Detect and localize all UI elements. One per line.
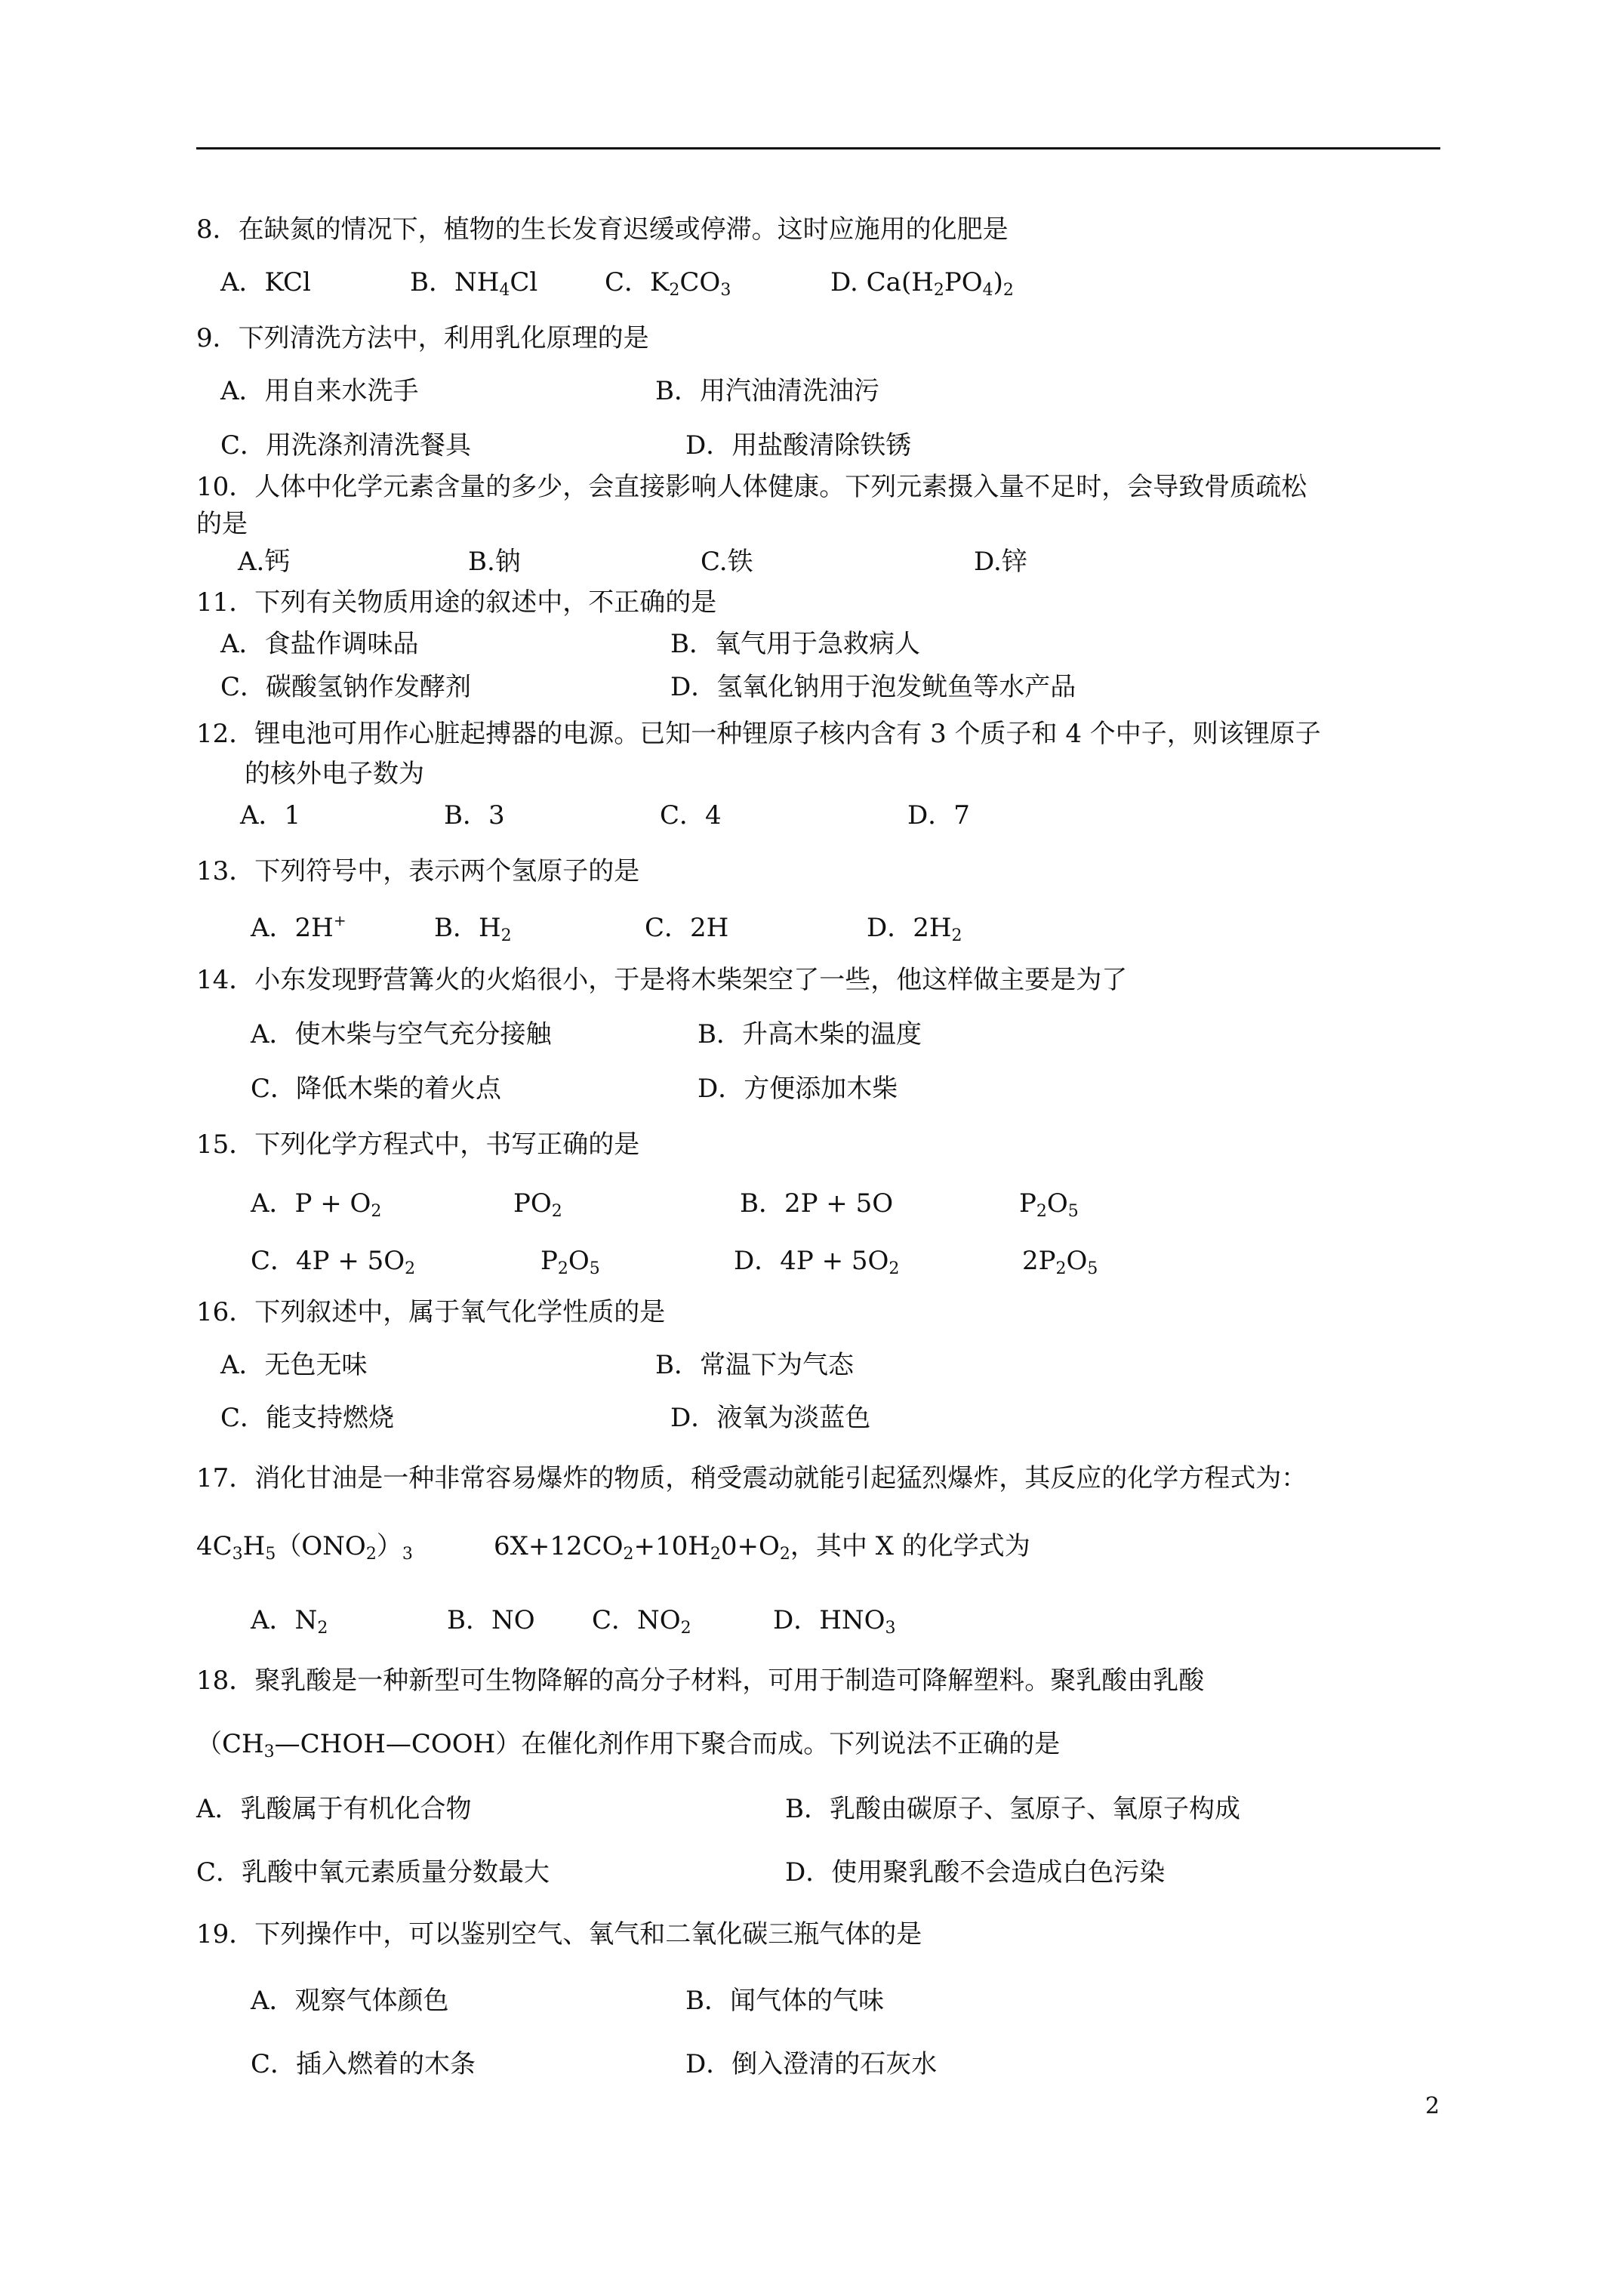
option-c: C．降低木柴的着火点 [251, 1074, 502, 1104]
option-c: C．用洗涤剂清洗餐具 [220, 430, 472, 461]
option-b: B．$H_2$ [434, 913, 512, 945]
option-b-products: $P_2O_5$ [1019, 1188, 1079, 1221]
option-d: D．$2H_2$ [867, 913, 962, 945]
question-stem: 11．下列有关物质用途的叙述中，不正确的是 [196, 587, 717, 618]
option-a-reactants: A．$P + O_2$ [251, 1188, 382, 1221]
question-stem: 19．下列操作中，可以鉴别空气、氧气和二氧化碳三瓶气体的是 [196, 1919, 922, 1949]
option-c-reactants: C．$4P + 5O_2$ [251, 1246, 416, 1278]
option-d: D．7 [907, 800, 970, 831]
option-b: B.钠 [468, 547, 521, 577]
equation-products: $6X+12CO_2+10H_20+O_2$，其中 X 的化学式为 [494, 1531, 1030, 1564]
option-d: D．液氧为淡蓝色 [670, 1403, 871, 1433]
question-stem-cont: $(CH_3—CHOH—COOH)$在催化剂作用下聚合而成。下列说法不正确的是 [196, 1729, 1061, 1761]
question-stem: 10．人体中化学元素含量的多少，会直接影响人体健康。下列元素摄入量不足时，会导致骨质疏松 [196, 472, 1307, 502]
option-a: A．食盐作调味品 [220, 629, 419, 659]
option-b-reactants: B．2P + 5O [740, 1188, 894, 1219]
option-c: C．乳酸中氧元素质量分数最大 [196, 1857, 550, 1888]
option-d-reactants: D．$4P + 5O_2$ [734, 1246, 900, 1278]
option-a: A．使木柴与空气充分接触 [251, 1019, 552, 1049]
option-b: B．闻气体的气味 [685, 1986, 884, 2016]
option-b: B．NO [447, 1605, 535, 1635]
option-d: D．倒入澄清的石灰水 [685, 2049, 938, 2079]
question-stem: 8．在缺氮的情况下，植物的生长发育迟缓或停滞。这时应施用的化肥是 [196, 214, 1009, 245]
option-c: C.铁 [701, 547, 753, 577]
option-b: B．$NH_4Cl$ [410, 267, 538, 300]
option-d: D．用盐酸清除铁锈 [685, 430, 912, 461]
equation-reactant: $4C_3H_5(ONO_2)_3$ [196, 1531, 413, 1564]
option-a: A．1 [240, 800, 301, 831]
option-a-products: $PO_2$ [513, 1188, 562, 1221]
option-a: A．2H+ [251, 911, 346, 943]
question-stem: 13．下列符号中，表示两个氢原子的是 [196, 856, 640, 886]
option-c-products: $P_2O_5$ [540, 1246, 600, 1278]
question-stem: 16．下列叙述中，属于氧气化学性质的是 [196, 1297, 666, 1327]
header-rule [196, 147, 1440, 149]
question-stem: 18．聚乳酸是一种新型可生物降解的高分子材料，可用于制造可降解塑料。聚乳酸由乳酸 [196, 1666, 1205, 1696]
option-c: C．$K_2CO_3$ [605, 267, 731, 300]
option-a: A．KCl [220, 267, 311, 297]
question-stem: 17．消化甘油是一种非常容易爆炸的物质，稍受震动就能引起猛烈爆炸，其反应的化学方程式为： [196, 1463, 1307, 1493]
option-b: B．乳酸由碳原子、氢原子、氧原子构成 [785, 1794, 1240, 1824]
question-stem: 12．锂电池可用作心脏起搏器的电源。已知一种锂原子核内含有 3 个质子和 4 个中子，则该锂原子 [196, 719, 1321, 749]
option-b: B．升高木柴的温度 [698, 1019, 922, 1049]
option-a: A．用自来水洗手 [220, 376, 419, 406]
option-d-products: $2P_2O_5$ [1022, 1246, 1098, 1278]
option-b: B．3 [444, 800, 505, 831]
option-d: D．方便添加木柴 [698, 1074, 898, 1104]
option-a: A．无色无味 [220, 1350, 368, 1380]
question-stem: 9．下列清洗方法中，利用乳化原理的是 [196, 323, 649, 353]
option-c: C．$NO_2$ [592, 1605, 691, 1638]
option-b: B．常温下为气态 [655, 1350, 854, 1380]
option-a: A.钙 [238, 547, 291, 577]
option-c: C．2H [645, 913, 729, 943]
option-b: B．氧气用于急救病人 [670, 629, 920, 659]
option-c: C．碳酸氢钠作发酵剂 [220, 672, 472, 702]
option-a: A．观察气体颜色 [251, 1986, 449, 2016]
question-stem: 14．小东发现野营篝火的火焰很小，于是将木柴架空了一些，他这样做主要是为了 [196, 965, 1128, 995]
option-c: C．能支持燃烧 [220, 1403, 395, 1433]
option-d: D. $Ca(H_2PO_4)_2$ [830, 267, 1014, 300]
question-stem: 15．下列化学方程式中，书写正确的是 [196, 1130, 640, 1160]
option-d: D．氢氧化钠用于泡发鱿鱼等水产品 [670, 672, 1076, 702]
page-number: 2 [1425, 2093, 1440, 2119]
option-d: D．$HNO_3$ [773, 1605, 896, 1638]
question-stem-cont: 的是 [196, 509, 248, 539]
question-stem-cont: 的核外电子数为 [245, 759, 424, 789]
option-d: D．使用聚乳酸不会造成白色污染 [785, 1857, 1166, 1888]
option-a: A．$N_2$ [251, 1605, 328, 1638]
option-a: A．乳酸属于有机化合物 [196, 1794, 472, 1824]
option-c: C．4 [660, 800, 722, 831]
option-c: C．插入燃着的木条 [251, 2049, 476, 2079]
option-b: B．用汽油清洗油污 [655, 376, 879, 406]
option-d: D.锌 [974, 547, 1027, 577]
